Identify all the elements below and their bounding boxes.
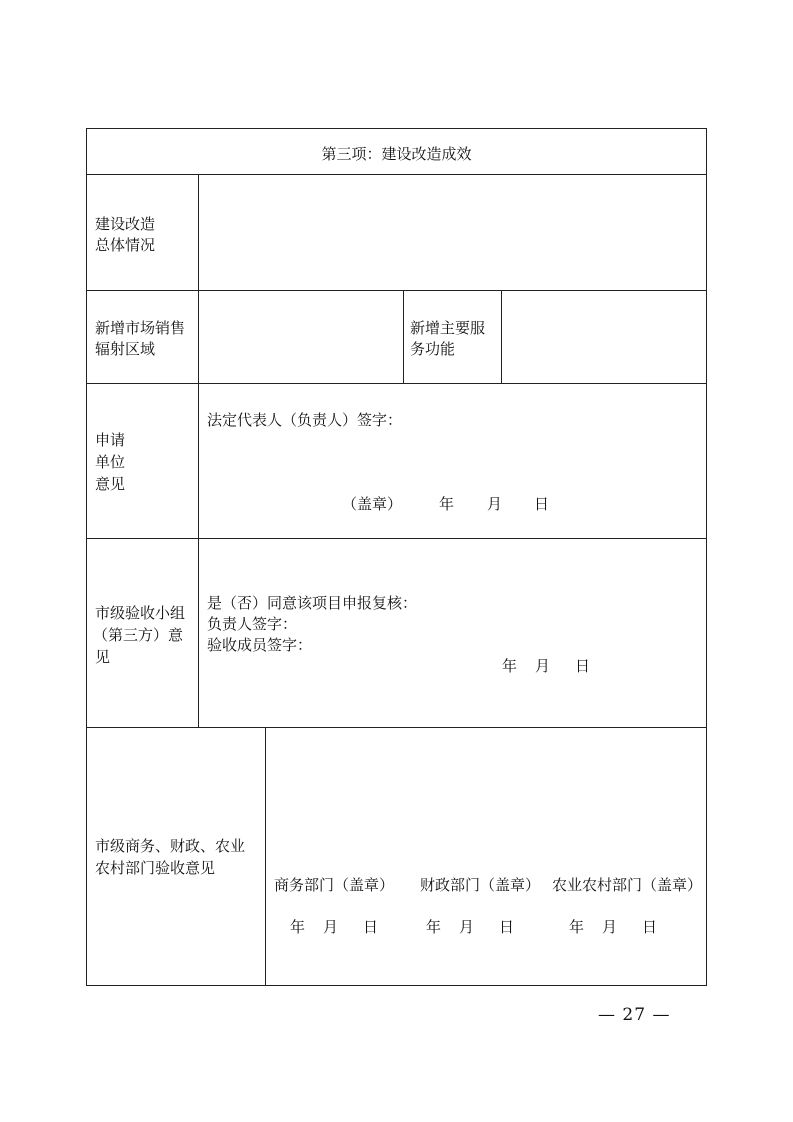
column-divider <box>403 290 404 383</box>
month-label: 月 <box>459 918 475 936</box>
member-signature: 验收成员签字： <box>207 636 313 654</box>
group-label-line2: （第三方）意 <box>93 626 184 644</box>
overall-label-line1: 建设改造 <box>95 215 156 233</box>
agree-statement: 是（否）同意该项目申报复核： <box>207 594 418 612</box>
commerce-dept-seal: 商务部门（盖章） <box>274 876 395 894</box>
month-label: 月 <box>535 657 551 675</box>
day-label: 日 <box>642 918 658 936</box>
page-number: — 27 — <box>598 1005 671 1025</box>
month-label: 月 <box>487 495 503 513</box>
row-divider <box>87 538 706 539</box>
market-label-line2: 辐射区域 <box>95 340 156 358</box>
day-label: 日 <box>499 918 515 936</box>
row-divider <box>87 383 706 384</box>
day-label: 日 <box>575 657 591 675</box>
row-divider <box>87 174 706 175</box>
year-label: 年 <box>439 495 455 513</box>
applicant-label-line3: 意见 <box>95 475 126 493</box>
month-label: 月 <box>323 918 339 936</box>
agriculture-dept-seal: 农业农村部门（盖章） <box>552 876 703 894</box>
column-divider <box>198 174 199 727</box>
acceptance-form-table <box>86 128 707 986</box>
year-label: 年 <box>290 918 306 936</box>
day-label: 日 <box>363 918 379 936</box>
legal-rep-signature: 法定代表人（负责人）签字： <box>207 411 403 429</box>
overall-label-line2: 总体情况 <box>95 236 156 254</box>
dept-label-line1: 市级商务、财政、农业 <box>95 837 246 855</box>
applicant-label-line1: 申请 <box>95 431 126 449</box>
year-label: 年 <box>569 918 585 936</box>
seal-label: （盖章） <box>342 495 403 513</box>
row-divider <box>87 727 706 728</box>
column-divider <box>265 727 266 985</box>
group-label-line1: 市级验收小组 <box>95 604 186 622</box>
year-label: 年 <box>426 918 442 936</box>
row-divider <box>87 290 706 291</box>
finance-dept-seal: 财政部门（盖章） <box>420 876 541 894</box>
dept-label-line2: 农村部门验收意见 <box>95 859 216 877</box>
section-title: 第三项：建设改造成效 <box>321 145 472 163</box>
year-label: 年 <box>502 657 518 675</box>
applicant-label-line2: 单位 <box>95 453 126 471</box>
column-divider <box>501 290 502 383</box>
function-label-line2: 务功能 <box>410 340 456 358</box>
market-label-line1: 新增市场销售 <box>95 319 186 337</box>
day-label: 日 <box>534 495 550 513</box>
group-label-line3: 见 <box>95 648 111 666</box>
leader-signature: 负责人签字： <box>207 615 298 633</box>
month-label: 月 <box>602 918 618 936</box>
function-label-line1: 新增主要服 <box>410 319 486 337</box>
